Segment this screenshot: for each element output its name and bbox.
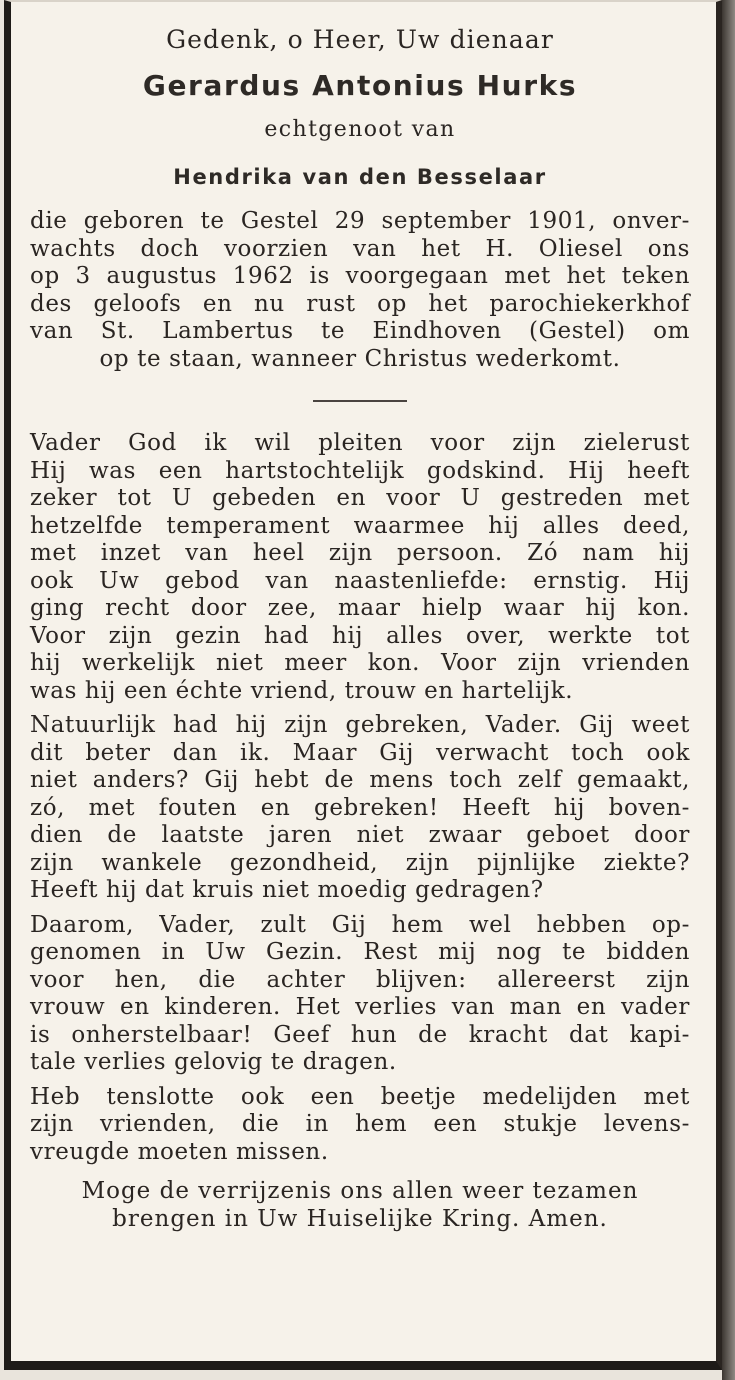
text-line: voor hen, die achter blijven: allereerst zijn: [30, 966, 690, 993]
card-content: [30, 26, 690, 1233]
text-line: dit beter dan ik. Maar Gij verwacht toch ook: [30, 739, 690, 766]
bio-line: die geboren te Gestel 29 september 1901, onver-: [30, 208, 690, 234]
relation-line: echtgenoot van: [264, 117, 456, 142]
card-edge-shadow: [722, 0, 735, 1380]
text-line: dien de laatste jaren niet zwaar geboet door: [30, 822, 690, 848]
text-line: Vader God ik wil pleiten voor zijn zielerust: [30, 430, 690, 456]
text-line: is onherstelbaar! Geef hun de kracht dat kapi-: [30, 1021, 690, 1048]
closing-prayer: [30, 1178, 690, 1233]
text-line: ook Uw gebod van naastenliefde: ernstig. Hij: [30, 567, 690, 594]
text-line: niet anders? Gij hebt de mens toch zelf gemaakt,: [30, 767, 690, 793]
bio-line: des geloofs en nu rust op het parochiekerkhof: [30, 290, 690, 317]
prayer-paragraph: [30, 430, 690, 705]
bio-line: van St. Lambertus te Eindhoven (Gestel) om: [30, 318, 690, 344]
bio-line: op 3 augustus 1962 is voorgegaan met het teken: [30, 263, 690, 289]
prayer-paragraph: [30, 912, 690, 1077]
text-line: was hij een échte vriend, trouw en hartelijk.: [30, 677, 574, 704]
text-line: hij werkelijk niet meer kon. Voor zijn vrienden: [30, 650, 690, 676]
closing-line: brengen in Uw Huiselijke Kring. Amen.: [112, 1205, 608, 1232]
text-line: met inzet van heel zijn persoon. Zó nam hij: [30, 540, 690, 566]
biography: [30, 208, 690, 373]
text-line: zijn wankele gezondheid, zijn pijnlijke ziekte?: [30, 849, 690, 876]
closing-line: Moge de verrijzenis ons allen weer tezamen: [81, 1178, 639, 1204]
text-line: genomen in Uw Gezin. Rest mij nog te bidden: [30, 939, 690, 965]
section-divider: [313, 400, 407, 402]
text-line: Natuurlijk had hij zijn gebreken, Vader. Gij weet: [30, 712, 690, 738]
text-line: Hij was een hartstochtelijk godskind. Hij heeft: [30, 457, 690, 484]
text-line: zó, met fouten en gebreken! Heeft hij boven-: [30, 794, 690, 821]
text-line: zijn vrienden, die in hem een stukje levens-: [30, 1111, 690, 1137]
text-line: Heb tenslotte ook een beetje medelijden met: [30, 1083, 690, 1110]
prayer-paragraph: [30, 712, 690, 905]
text-line: hetzelfde temperament waarmee hij alles deed,: [30, 512, 690, 539]
text-line: zeker tot U gebeden en voor U gestreden met: [30, 485, 690, 511]
text-line: vrouw en kinderen. Het verlies van man en vader: [30, 994, 690, 1020]
text-line: vreugde moeten missen.: [30, 1138, 329, 1165]
text-line: ging recht door zee, maar hielp waar hij kon.: [30, 595, 690, 621]
bio-line: op te staan, wanneer Christus wederkomt.: [99, 345, 621, 372]
text-line: Voor zijn gezin had hij alles over, werkte tot: [30, 622, 690, 649]
deceased-name: Gerardus Antonius Hurks: [142, 68, 578, 102]
intro-line: Gedenk, o Heer, Uw dienaar: [166, 25, 554, 54]
bio-line: wachts doch voorzien van het H. Oliesel ons: [30, 235, 690, 262]
text-line: Heeft hij dat kruis niet moedig gedragen?: [30, 877, 544, 903]
spouse-name: Hendrika van den Besselaar: [173, 164, 547, 189]
prayer-paragraph: [30, 1084, 690, 1167]
text-line: Daarom, Vader, zult Gij hem wel hebben op-: [30, 911, 690, 938]
text-line: tale verlies gelovig te dragen.: [30, 1049, 397, 1075]
